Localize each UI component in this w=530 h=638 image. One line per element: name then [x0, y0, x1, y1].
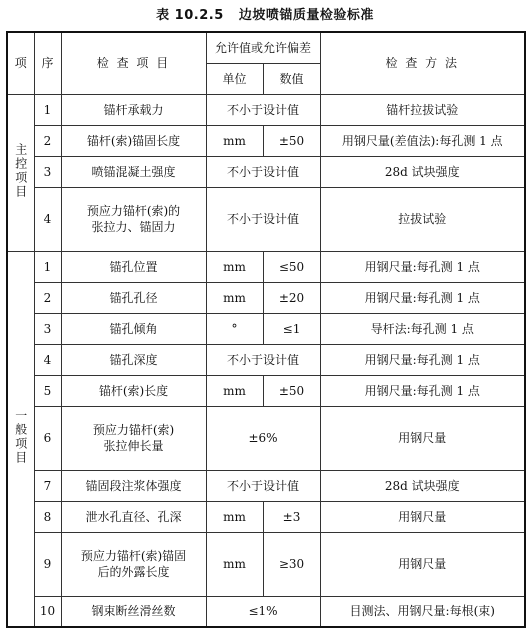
- seq-cell: 10: [34, 596, 61, 627]
- value-cell: ≤50: [263, 251, 320, 282]
- table-row: [7, 406, 525, 470]
- seq-cell: 5: [34, 375, 61, 406]
- header-seq: 序: [34, 32, 61, 94]
- item-cell: 预应力锚杆(索)锚固 后的外露长度: [61, 532, 206, 596]
- header-category: 项: [7, 32, 34, 94]
- item-cell: 锚孔孔径: [61, 282, 206, 313]
- value-cell: ≥30: [263, 532, 320, 596]
- method-cell: 锚杆拉拔试验: [320, 94, 525, 125]
- method-cell: 导杆法:每孔测 1 点: [320, 313, 525, 344]
- method-cell: 用钢尺量:每孔测 1 点: [320, 344, 525, 375]
- seq-cell: 4: [34, 187, 61, 251]
- seq-cell: 2: [34, 282, 61, 313]
- header-method: 检 查 方 法: [320, 32, 525, 94]
- table-title: 表 10.2.5 边坡喷锚质量检验标准: [156, 8, 374, 23]
- value-cell: ±3: [263, 501, 320, 532]
- value-cell: ±20: [263, 282, 320, 313]
- unit-cell: mm: [206, 251, 263, 282]
- method-cell: 拉拔试验: [320, 187, 525, 251]
- group-main-label: 主控项目: [13, 142, 28, 199]
- item-cell: 预应力锚杆(索) 张拉伸长量: [61, 406, 206, 470]
- header-tolerance: 允许值或允许偏差: [206, 32, 320, 63]
- item-cell: 锚杆(索)长度: [61, 375, 206, 406]
- method-cell: 用钢尺量: [320, 406, 525, 470]
- method-cell: 用钢尺量:每孔测 1 点: [320, 251, 525, 282]
- table-row: [7, 156, 525, 187]
- method-cell: 用钢尺量: [320, 532, 525, 596]
- method-cell: 用钢尺量: [320, 501, 525, 532]
- item-cell: 泄水孔直径、孔深: [61, 501, 206, 532]
- group-main-cell: [7, 94, 34, 251]
- seq-cell: 8: [34, 501, 61, 532]
- item-cell: 锚杆(索)锚固长度: [61, 125, 206, 156]
- table-row: [7, 282, 525, 313]
- tolerance-cell: 不小于设计值: [206, 156, 320, 187]
- seq-cell: 4: [34, 344, 61, 375]
- method-cell: 用钢尺量:每孔测 1 点: [320, 282, 525, 313]
- method-cell: 用钢尺量:每孔测 1 点: [320, 375, 525, 406]
- table-row: [7, 470, 525, 501]
- item-cell: 锚固段注浆体强度: [61, 470, 206, 501]
- method-cell: 28d 试块强度: [320, 470, 525, 501]
- table-row: [7, 125, 525, 156]
- tolerance-cell: 不小于设计值: [206, 470, 320, 501]
- table-row: [7, 94, 525, 125]
- tolerance-cell: 不小于设计值: [206, 94, 320, 125]
- seq-cell: 1: [34, 94, 61, 125]
- table-row: [7, 344, 525, 375]
- seq-cell: 2: [34, 125, 61, 156]
- table-row: [7, 532, 525, 596]
- unit-cell: °: [206, 313, 263, 344]
- seq-cell: 7: [34, 470, 61, 501]
- item-cell: 锚孔倾角: [61, 313, 206, 344]
- method-cell: 用钢尺量(差值法):每孔测 1 点: [320, 125, 525, 156]
- seq-cell: 6: [34, 406, 61, 470]
- tolerance-cell: ≤1%: [206, 596, 320, 627]
- seq-cell: 3: [34, 313, 61, 344]
- item-cell: 喷锚混凝土强度: [61, 156, 206, 187]
- tolerance-cell: 不小于设计值: [206, 187, 320, 251]
- header-unit: 单位: [206, 63, 263, 94]
- item-cell: 锚杆承载力: [61, 94, 206, 125]
- item-cell: 钢束断丝滑丝数: [61, 596, 206, 627]
- item-cell: 预应力锚杆(索)的 张拉力、锚固力: [61, 187, 206, 251]
- table-row: [7, 596, 525, 627]
- unit-cell: mm: [206, 375, 263, 406]
- header-item: 检 查 项 目: [61, 32, 206, 94]
- table-row: [7, 501, 525, 532]
- seq-cell: 1: [34, 251, 61, 282]
- method-cell: 28d 试块强度: [320, 156, 525, 187]
- value-cell: ±50: [263, 125, 320, 156]
- table-row: [7, 375, 525, 406]
- group-general-label: 一般项目: [13, 408, 28, 465]
- group-general-cell: [7, 251, 34, 627]
- item-cell: 锚孔位置: [61, 251, 206, 282]
- method-cell: 目测法、用钢尺量:每根(束): [320, 596, 525, 627]
- unit-cell: mm: [206, 501, 263, 532]
- unit-cell: mm: [206, 282, 263, 313]
- table-row: [7, 187, 525, 251]
- header-value: 数值: [263, 63, 320, 94]
- table-row: [7, 251, 525, 282]
- seq-cell: 3: [34, 156, 61, 187]
- value-cell: ≤1: [263, 313, 320, 344]
- quality-inspection-table: [6, 31, 526, 628]
- value-cell: ±50: [263, 375, 320, 406]
- tolerance-cell: 不小于设计值: [206, 344, 320, 375]
- tolerance-cell: ±6%: [206, 406, 320, 470]
- item-cell: 锚孔深度: [61, 344, 206, 375]
- seq-cell: 9: [34, 532, 61, 596]
- unit-cell: mm: [206, 532, 263, 596]
- table-row: [7, 313, 525, 344]
- unit-cell: mm: [206, 125, 263, 156]
